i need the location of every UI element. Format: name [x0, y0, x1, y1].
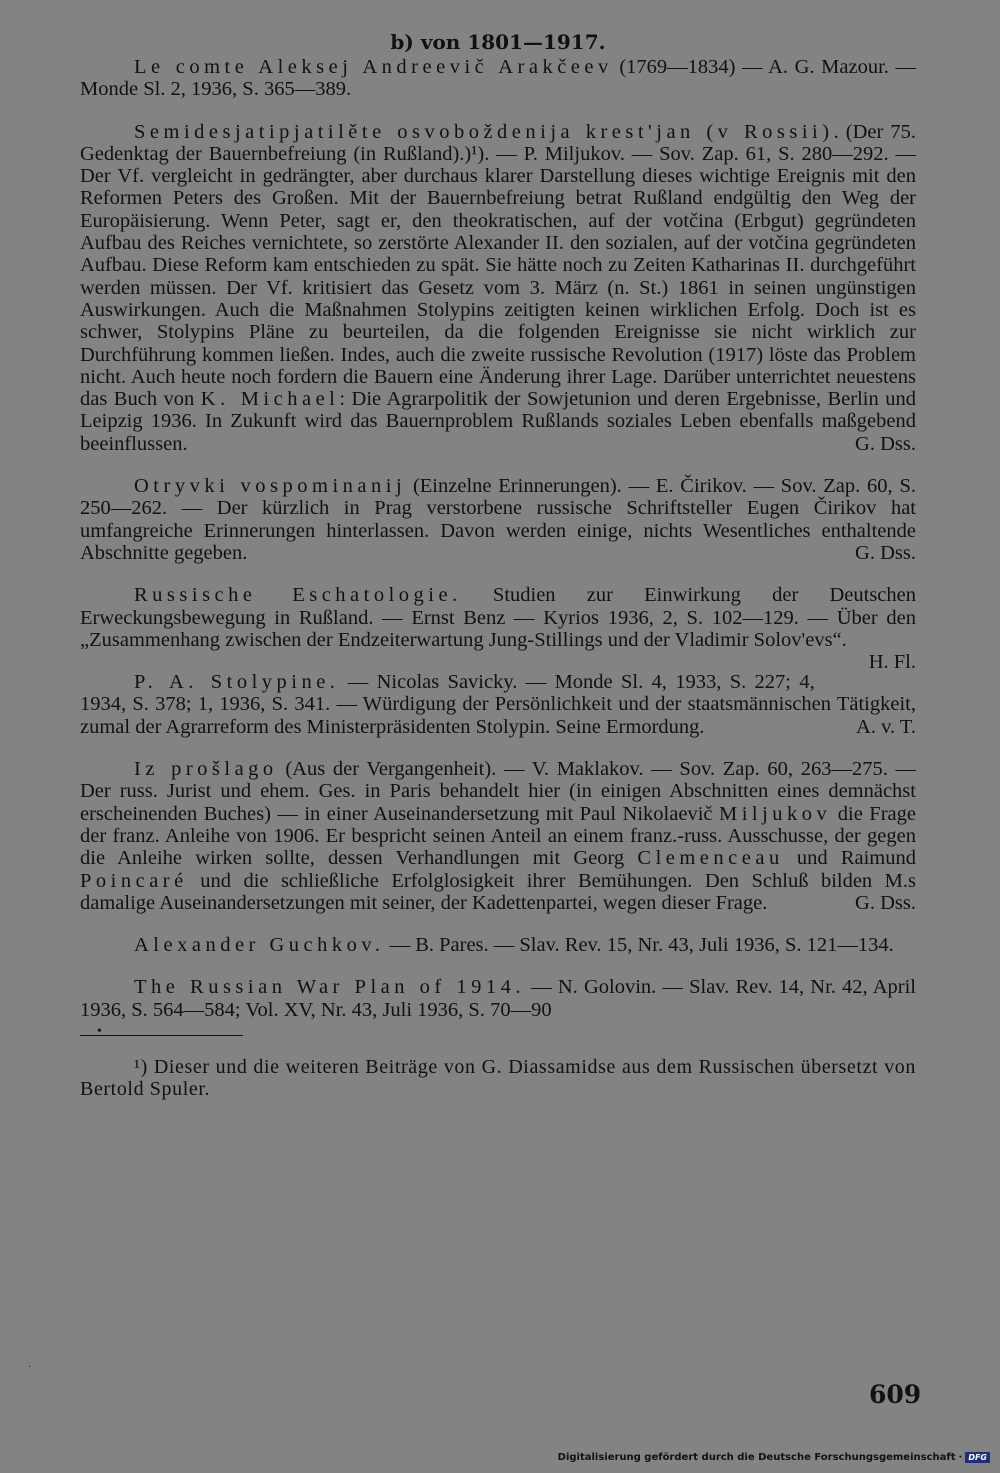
entry-body: Studien zur Einwirkung der Deutschen Erweckungsbewegung in Rußland. — Ernst Benz — Kyrios 1936, 2, S. 102—129. — Über den „Zusammenhang zwischen der Endzeiterwartung Jung-Stillings und der Vladimir Solov'evs“.: [80, 584, 917, 651]
entry-body: (Aus der Vergangenheit). — V. Maklakov. — Sov. Zap. 60, 263—275. — Der russ. Jurist und ehem. Ges. in Paris behandelt hier (in einigen Abschnitten eines demnächst erscheinenden Buches) — in einer Auseinandersetzung mit Paul Nikolaevič: [80, 758, 916, 825]
entry-title: Iz prošlago: [134, 758, 278, 781]
footer-separator: ·: [958, 1452, 963, 1463]
signature: G. Dss.: [855, 891, 916, 914]
entry-body-cont: : Die Agrarpolitik der Sowjetunion und deren Ergebnisse, Berlin und Leipzig 1936. In Zukunft wird das Bauernproblem Rußlands soziales Leben ebenfalls maßgebend beeinflussen.: [80, 388, 916, 455]
scan-speck: ·: [28, 1362, 32, 1373]
rule-mark: •: [97, 1023, 102, 1039]
entry-title: Otryvki vospominanij: [134, 475, 407, 498]
entry-iz-proslago: [80, 758, 916, 914]
entry-arakceev: [80, 56, 916, 101]
entry-body-cont: die Frage der franz. Anleihe von 1906. Er bespricht seinen Anteil an einem franz.-russ. Ausschusse, der gegen die Anleihe wirken sollte, dessen Verhandlungen mit Georg: [80, 802, 916, 870]
entry-title: Alexander Guchkov.: [134, 934, 385, 957]
page-number: 609: [869, 1380, 922, 1409]
digitization-footer: [558, 1452, 990, 1463]
dfg-logo-icon: DFG: [965, 1452, 990, 1463]
entry-body: (Einzelne Erinnerungen). — E. Čirikov. — Sov. Zap. 60, S. 250—262. — Der kürzlich in Prag verstorbene russische Schriftsteller Eugen Čirikov hat umfangreiche Erinnerungen hinterlassen. Davon werden einige, nichts Wesentliches enthaltende Abschnitte gegeben.: [80, 475, 916, 564]
signature: H. Fl.: [868, 651, 916, 674]
footnote-rule: [80, 1023, 243, 1039]
signature: A. v. T.: [856, 715, 916, 738]
spaced-name: Poincaré: [80, 869, 188, 892]
entry-body-cont: und die schließliche Erfolglosigkeit ihrer Bemühungen. Den Schluß bilden M.s damalige Auseinandersetzungen mit seiner, der Kadettenpartei, wegen dieser Frage.: [80, 869, 916, 914]
entry-title: Russische Eschatologie.: [134, 584, 462, 607]
entry-title: P. A. Stolypine.: [134, 671, 340, 694]
entry-body: (1769—1834) — A. G. Mazour. — Monde Sl. 2, 1936, S. 365—389.: [80, 56, 916, 101]
spaced-name: K. Michael: [200, 388, 340, 411]
entry-guchkov: [80, 934, 916, 956]
spaced-name: Miljukov: [718, 802, 832, 825]
entry-war-plan: [80, 976, 916, 1021]
document-page: [80, 30, 916, 1120]
entry-title: The Russian War Plan of 1914.: [134, 976, 526, 999]
entry-otryvki: [80, 475, 916, 564]
entry-title: Semidesjatipjatilěte osvoboždenija krest'jan (v Rossii): [134, 120, 834, 143]
spaced-name: Clemenceau: [637, 847, 784, 870]
entry-title: Le comte Aleksej Andreevič Arakčeev: [134, 56, 613, 78]
signature: G. Dss.: [855, 432, 916, 455]
entry-body-cont: und Raimund: [783, 847, 916, 870]
entry-eschatologie: [80, 584, 917, 674]
entry-stolypine: [80, 671, 916, 738]
signature: G. Dss.: [855, 541, 916, 564]
entry-body: — N. Golovin. — Slav. Rev. 14, Nr. 42, April 1936, S. 564—584; Vol. XV, Nr. 43, Juli 1936, S. 70—90: [80, 976, 916, 1021]
entry-body: . (Der 75. Gedenktag der Bauernbefreiung (in Rußland).)¹). — P. Miljukov. — Sov. Zap. 61, S. 280—292. — Der Vf. vergleicht in gedrängter, aber durchaus klarer Darstellung dieses wichtige Ereignis mit den Reformen Peters des Großen. Mit der Bauernbefreiung betrat Rußland endgültig den Weg der Europäisierung. Wenn Peter, sagt er, den theokratischen, auf der votčina (Erbgut) gegründeten Aufbau des Reiches vernichtete, so zerstörte Alexander II. den sozialen, auf der votčina gegründeten Aufbau. Diese Reform kam entschieden zu spät. Sie hätte noch zu Zeiten Katharinas II. durchgeführt werden müssen. Der Vf. kritisiert das Gesetz vom 3. März (n. St.) 1861 in seinen ungünstigen Auswirkungen. Auch die Maßnahmen Stolypins zeitigten keinen wirklichen Erfolg. Doch ist es schwer, Stolypins Pläne zu beurteilen, da die folgenden Ereignisse sie nicht wirklich zur Durchführung kommen ließen. Indes, auch die zweite russische Revolution (1917) löste das Problem nicht. Auch heute noch fordern die Bauern eine Änderung ihrer Lage. Darüber unterrichtet neuestens das Buch von: [80, 120, 916, 411]
entry-body: — B. Pares. — Slav. Rev. 15, Nr. 43, Juli 1936, S. 121—134.: [384, 934, 894, 957]
entry-body: — Nicolas Savicky. — Monde Sl. 4, 1933, S. 227; 4, 1934, S. 378; 1, 1936, S. 341. — Würdigung der Persönlichkeit und der staatsmännischen Tätigkeit, zumal der Agrarreform des Ministerpräsidenten Stolypin. Seine Ermordung.: [80, 671, 916, 738]
footer-text: Digitalisierung gefördert durch die Deutsche Forschungsgemeinschaft: [557, 1452, 956, 1463]
footnote: ¹) Dieser und die weiteren Beiträge von G. Diassamidse aus dem Russischen übersetzt von Bertold Spuler.: [80, 1055, 916, 1100]
section-heading: b) von 1801—1917.: [390, 30, 606, 54]
entry-bauernbefreiung: [80, 121, 916, 455]
